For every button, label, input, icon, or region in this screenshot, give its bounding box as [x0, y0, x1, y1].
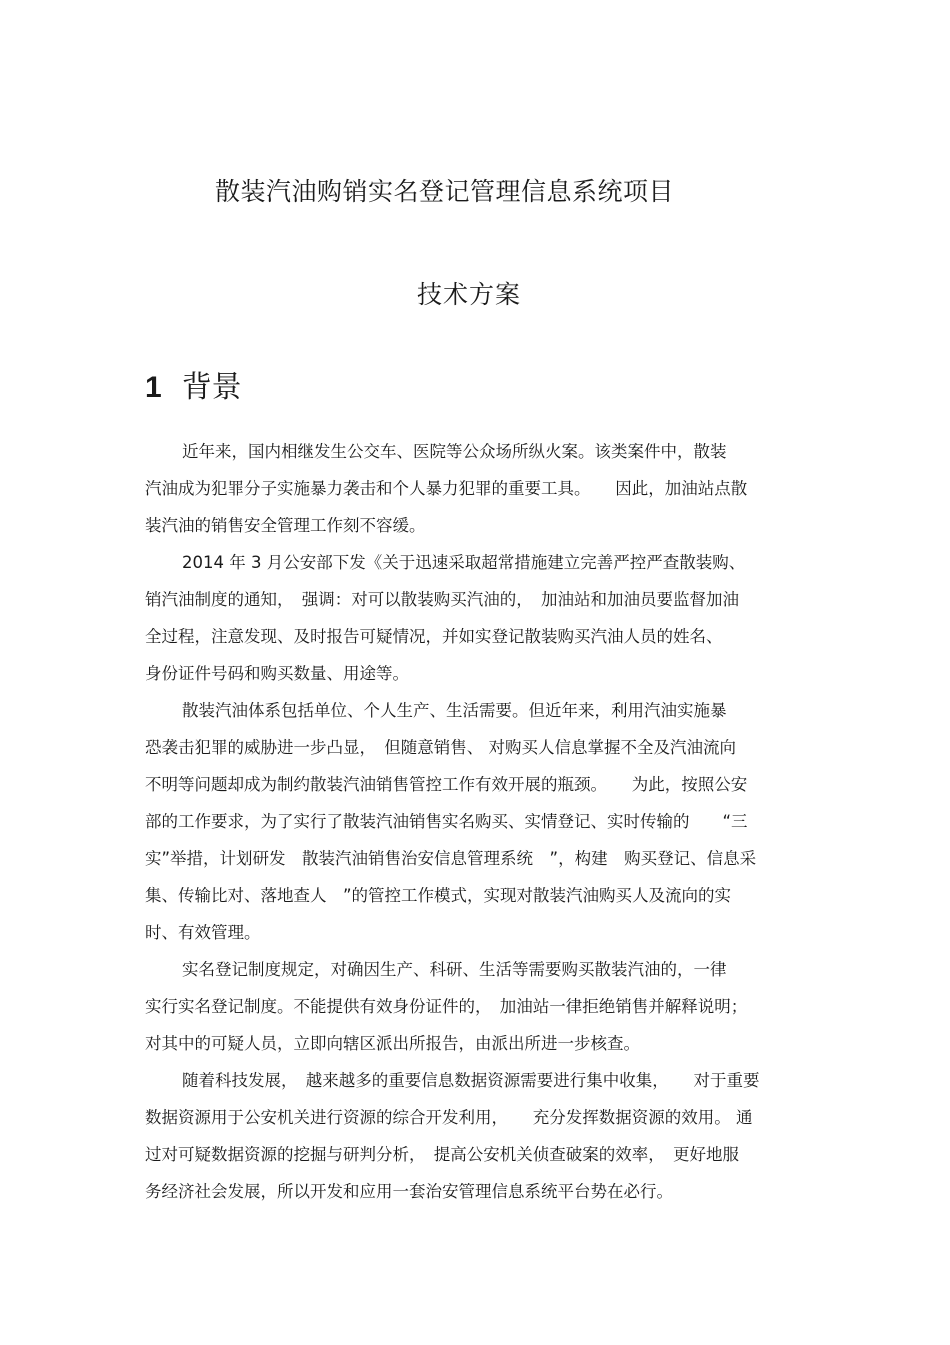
document-title: 散装汽油购销实名登记管理信息系统项目: [215, 177, 675, 206]
paragraph-line: 实行实名登记制度。不能提供有效身份证件的， 加油站一律拒绝销售并解释说明；: [145, 997, 748, 1016]
paragraph: [145, 951, 815, 1062]
paragraph-line: 时、有效管理。: [145, 923, 261, 942]
body-text: [145, 433, 815, 1210]
paragraph-line: 过对可疑数据资源的挖掘与研判分析， 提高公安机关侦查破案的效率， 更好地服: [145, 1145, 739, 1164]
paragraph-line: 对其中的可疑人员，立即向辖区派出所报告，由派出所进一步核查。: [145, 1034, 640, 1053]
paragraph-line: 销汽油制度的通知， 强调：对可以散装购买汽油的， 加油站和加油员要监督加油: [145, 590, 739, 609]
paragraph: [145, 433, 815, 544]
paragraph-line: 实名登记制度规定，对确因生产、科研、生活等需要购买散装汽油的，一律: [182, 960, 727, 979]
paragraph-line: 汽油成为犯罪分子实施暴力袭击和个人暴力犯罪的重要工具。 因此，加油站点散: [145, 479, 748, 498]
paragraph-line: 随着科技发展， 越来越多的重要信息数据资源需要进行集中收集， 对于重要: [182, 1071, 760, 1090]
document-subtitle: 技术方案: [417, 280, 522, 309]
paragraph-line: 不明等问题却成为制约散装汽油销售管控工作有效开展的瓶颈。 为此，按照公安: [145, 775, 748, 794]
paragraph-line: 部的工作要求，为了实行了散装汽油销售实名购买、实情登记、实时传输的 “三: [145, 812, 748, 831]
section-heading: [145, 362, 242, 406]
paragraph-line: 全过程，注意发现、及时报告可疑情况，并如实登记散装购买汽油人员的姓名、: [145, 627, 723, 646]
paragraph-line: 身份证件号码和购买数量、用途等。: [145, 664, 409, 683]
paragraph: [145, 544, 815, 692]
paragraph-line: 2014 年 3 月公安部下发《关于迅速采取超常措施建立完善严控严查散装购、: [182, 553, 746, 572]
paragraph-line: 恐袭击犯罪的威胁进一步凸显， 但随意销售、 对购买人信息掌握不全及汽油流向: [145, 738, 736, 757]
section-number: 1: [145, 371, 162, 404]
paragraph-line: 装汽油的销售安全管理工作刻不容缓。: [145, 516, 426, 535]
paragraph-line: 近年来，国内相继发生公交车、医院等公众场所纵火案。该类案件中，散装: [182, 442, 727, 461]
section-title: 背景: [181, 370, 242, 405]
paragraph-line: 散装汽油体系包括单位、个人生产、生活需要。但近年来，利用汽油实施暴: [182, 701, 727, 720]
paragraph: [145, 692, 815, 951]
paragraph-line: 务经济社会发展，所以开发和应用一套治安管理信息系统平台势在必行。: [145, 1182, 673, 1201]
paragraph-line: 集、传输比对、落地查人 ”的管控工作模式，实现对散装汽油购买人及流向的实: [145, 886, 732, 905]
paragraph-line: 数据资源用于公安机关进行资源的综合开发利用， 充分发挥数据资源的效用。 通: [145, 1108, 753, 1127]
paragraph-line: 实”举措，计划研发 散装汽油销售治安信息管理系统 ”，构建 购买登记、信息采: [145, 849, 757, 868]
paragraph: [145, 1062, 815, 1210]
